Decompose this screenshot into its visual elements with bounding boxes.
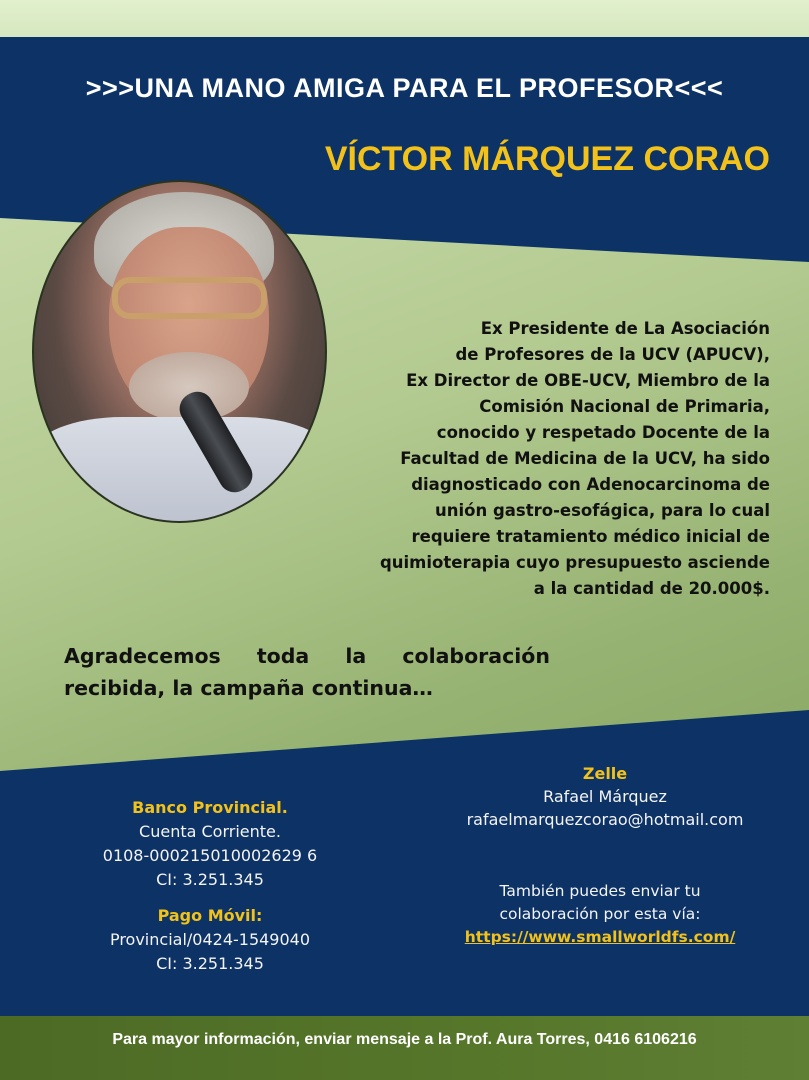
bio-line: Ex Director de OBE-UCV, Miembro de la bbox=[406, 371, 770, 390]
bio-line: Comisión Nacional de Primaria, bbox=[479, 397, 770, 416]
zelle-title: Zelle bbox=[582, 764, 628, 783]
zelle-name: Rafael Márquez bbox=[543, 787, 667, 806]
bio-line: Facultad de Medicina de la UCV, ha sido bbox=[400, 449, 770, 468]
photo-shirt bbox=[34, 417, 327, 523]
footer bbox=[0, 1016, 809, 1080]
also-line-1: También puedes enviar tu bbox=[499, 882, 701, 900]
thanks-line-1: Agradecemos toda la colaboración bbox=[64, 644, 550, 668]
top-strip bbox=[0, 0, 809, 37]
pago-movil-value: Provincial/0424-1549040 bbox=[109, 930, 311, 949]
tagline: >>>UNA MANO AMIGA PARA EL PROFESOR<<< bbox=[85, 73, 724, 103]
bank-ci: CI: 3.251.345 bbox=[156, 870, 264, 889]
bio-line: de Profesores de la UCV (APUCV), bbox=[455, 345, 770, 364]
portrait-photo bbox=[32, 180, 327, 523]
bank-title: Banco Provincial. bbox=[132, 798, 288, 817]
bio-line: requiere tratamiento médico inicial de bbox=[411, 527, 770, 546]
pago-movil-ci: CI: 3.251.345 bbox=[156, 954, 264, 973]
bio-line: conocido y respetado Docente de la bbox=[436, 423, 770, 442]
pago-movil-title: Pago Móvil: bbox=[157, 906, 263, 925]
zelle-email[interactable]: rafaelmarquezcorao@hotmail.com bbox=[466, 810, 744, 829]
bio-line: unión gastro-esofágica, para lo cual bbox=[434, 501, 770, 520]
bio-line: quimioterapia cuyo presupuesto asciende bbox=[379, 553, 770, 572]
bio-line: diagnosticado con Adenocarcinoma de bbox=[411, 475, 770, 494]
thanks-message bbox=[64, 640, 550, 704]
bio-line: Ex Presidente de La Asociación bbox=[480, 319, 770, 338]
account-number: 0108-000215010002629 6 bbox=[102, 846, 318, 865]
page-title: VÍCTOR MÁRQUEZ CORAO bbox=[324, 140, 770, 178]
account-type: Cuenta Corriente. bbox=[139, 822, 281, 841]
zelle-info bbox=[410, 762, 800, 831]
bank-info bbox=[70, 796, 350, 976]
smallworld-link[interactable]: https://www.smallworldfs.com/ bbox=[464, 928, 736, 946]
also-line-2: colaboración por esta vía: bbox=[499, 905, 701, 923]
photo-glasses bbox=[112, 277, 267, 319]
bio-line: a la cantidad de 20.000$. bbox=[533, 579, 770, 598]
thanks-line-2: recibida, la campaña continua… bbox=[64, 676, 433, 700]
alternative-payment bbox=[410, 880, 790, 949]
footer-contact: Para mayor información, enviar mensaje a la Prof. Aura Torres, 0416 6106216 bbox=[112, 1031, 697, 1048]
bio-text bbox=[322, 316, 770, 602]
